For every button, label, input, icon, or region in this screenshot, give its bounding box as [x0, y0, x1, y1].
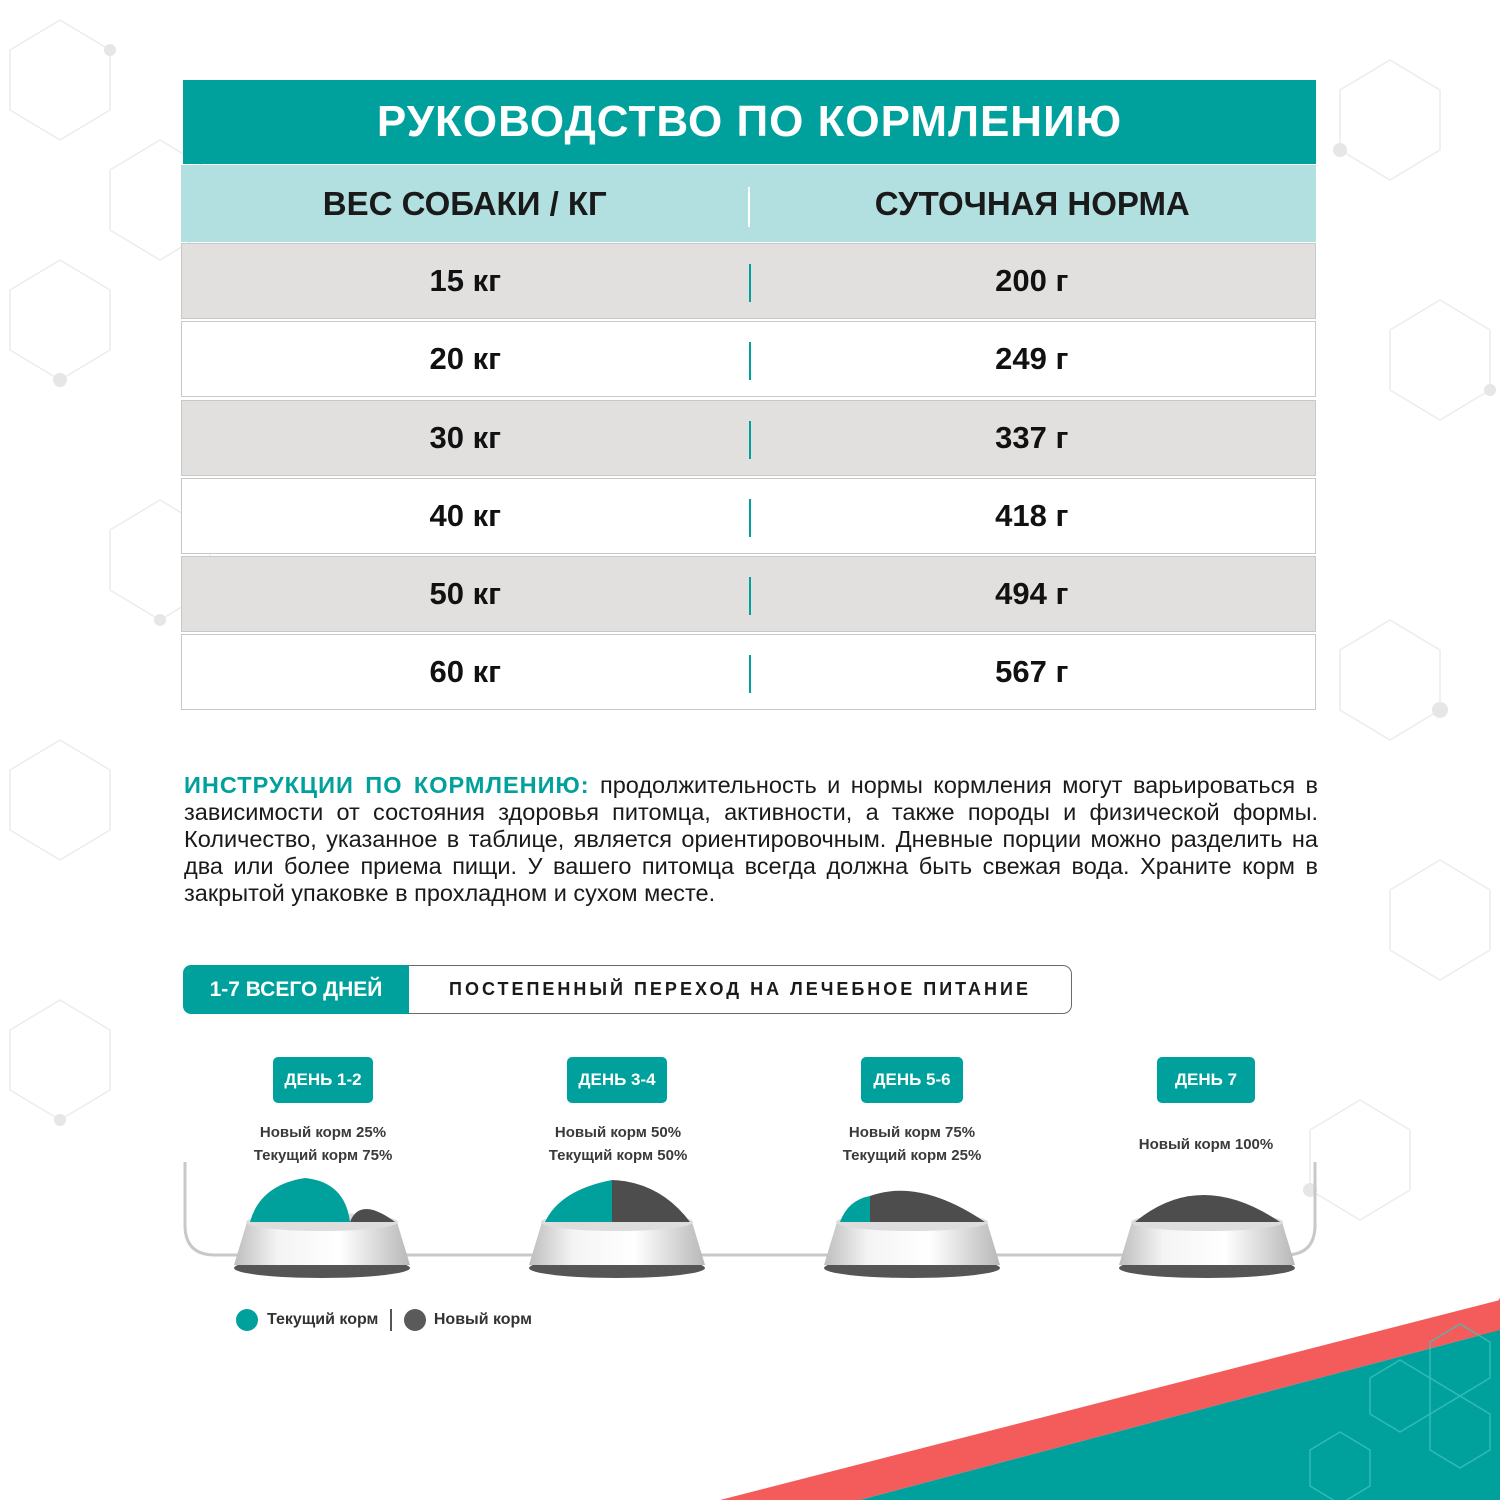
norm-cell: 494 г	[995, 576, 1069, 611]
norm-cell: 249 г	[995, 341, 1069, 376]
weight-cell: 15 кг	[429, 263, 502, 298]
table-row	[181, 321, 1316, 397]
row-divider	[749, 342, 751, 380]
instructions-text: продолжительность и нормы кормления могут варьироваться в зависимости от состояния здоровья питомца, активности, а также породы и физической формы. Количество, указанное в таблице, является ориентировочным. Дневные порции можно разделить на два или более приема пищи. У вашего питомца всегда должна быть свежая вода. Храните корм в закрытой упаковке в прохладном и сухом месте.	[184, 772, 1318, 906]
row-divider	[749, 499, 751, 537]
transition-title: ПОСТЕПЕННЫЙ ПЕРЕХОД НА ЛЕЧЕБНОЕ ПИТАНИЕ	[409, 965, 1072, 1014]
table-row	[181, 243, 1316, 319]
legend-divider	[390, 1309, 392, 1331]
new-food-ratio: Новый корм 25%	[259, 1124, 387, 1141]
day-1-2-ratio	[193, 1121, 453, 1167]
norm-cell: 200 г	[995, 263, 1069, 298]
header-divider	[748, 187, 750, 227]
feeding-instructions	[184, 772, 1318, 907]
row-divider	[749, 655, 751, 693]
table-row	[181, 634, 1316, 710]
feeding-guide-title: РУКОВОДСТВО ПО КОРМЛЕНИЮ	[183, 80, 1316, 164]
table-header	[181, 165, 1316, 242]
weight-cell: 20 кг	[429, 341, 502, 376]
weight-cell: 30 кг	[429, 420, 502, 455]
new-food-ratio: Новый корм 100%	[1138, 1136, 1274, 1153]
new-food-ratio: Новый корм 50%	[554, 1124, 682, 1141]
total-days-badge: 1-7 ВСЕГО ДНЕЙ	[183, 965, 409, 1014]
day-7-ratio	[1076, 1133, 1336, 1156]
current-food-ratio: Текущий корм 25%	[842, 1147, 982, 1164]
day-badge-1-2: ДЕНЬ 1-2	[273, 1057, 373, 1103]
row-divider	[749, 264, 751, 302]
legend-new-label: Новый корм	[433, 1311, 532, 1328]
table-row	[181, 556, 1316, 632]
new-food-ratio: Новый корм 75%	[848, 1124, 976, 1141]
day-3-4-ratio	[488, 1121, 748, 1167]
instructions-heading: ИНСТРУКЦИИ ПО КОРМЛЕНИЮ:	[184, 772, 590, 798]
legend-current-label: Текущий корм	[267, 1311, 379, 1328]
daily-norm-column-header: СУТОЧНАЯ НОРМА	[874, 184, 1190, 222]
norm-cell: 567 г	[995, 654, 1069, 689]
weight-cell: 60 кг	[429, 654, 502, 689]
current-food-ratio: Текущий корм 50%	[548, 1147, 688, 1164]
row-divider	[749, 421, 751, 459]
day-badge-3-4: ДЕНЬ 3-4	[567, 1057, 667, 1103]
legend	[236, 1306, 532, 1334]
table-row	[181, 400, 1316, 476]
norm-cell: 337 г	[995, 420, 1069, 455]
day-5-6-ratio	[782, 1121, 1042, 1167]
norm-cell: 418 г	[995, 498, 1069, 533]
table-row	[181, 478, 1316, 554]
current-food-swatch-icon	[236, 1309, 258, 1331]
day-badge-5-6: ДЕНЬ 5-6	[861, 1057, 963, 1103]
day-badge-7: ДЕНЬ 7	[1157, 1057, 1255, 1103]
weight-cell: 50 кг	[429, 576, 502, 611]
weight-cell: 40 кг	[429, 498, 502, 533]
new-food-swatch-icon	[404, 1309, 426, 1331]
current-food-ratio: Текущий корм 75%	[253, 1147, 393, 1164]
row-divider	[749, 577, 751, 615]
weight-column-header: ВЕС СОБАКИ / КГ	[322, 184, 607, 222]
